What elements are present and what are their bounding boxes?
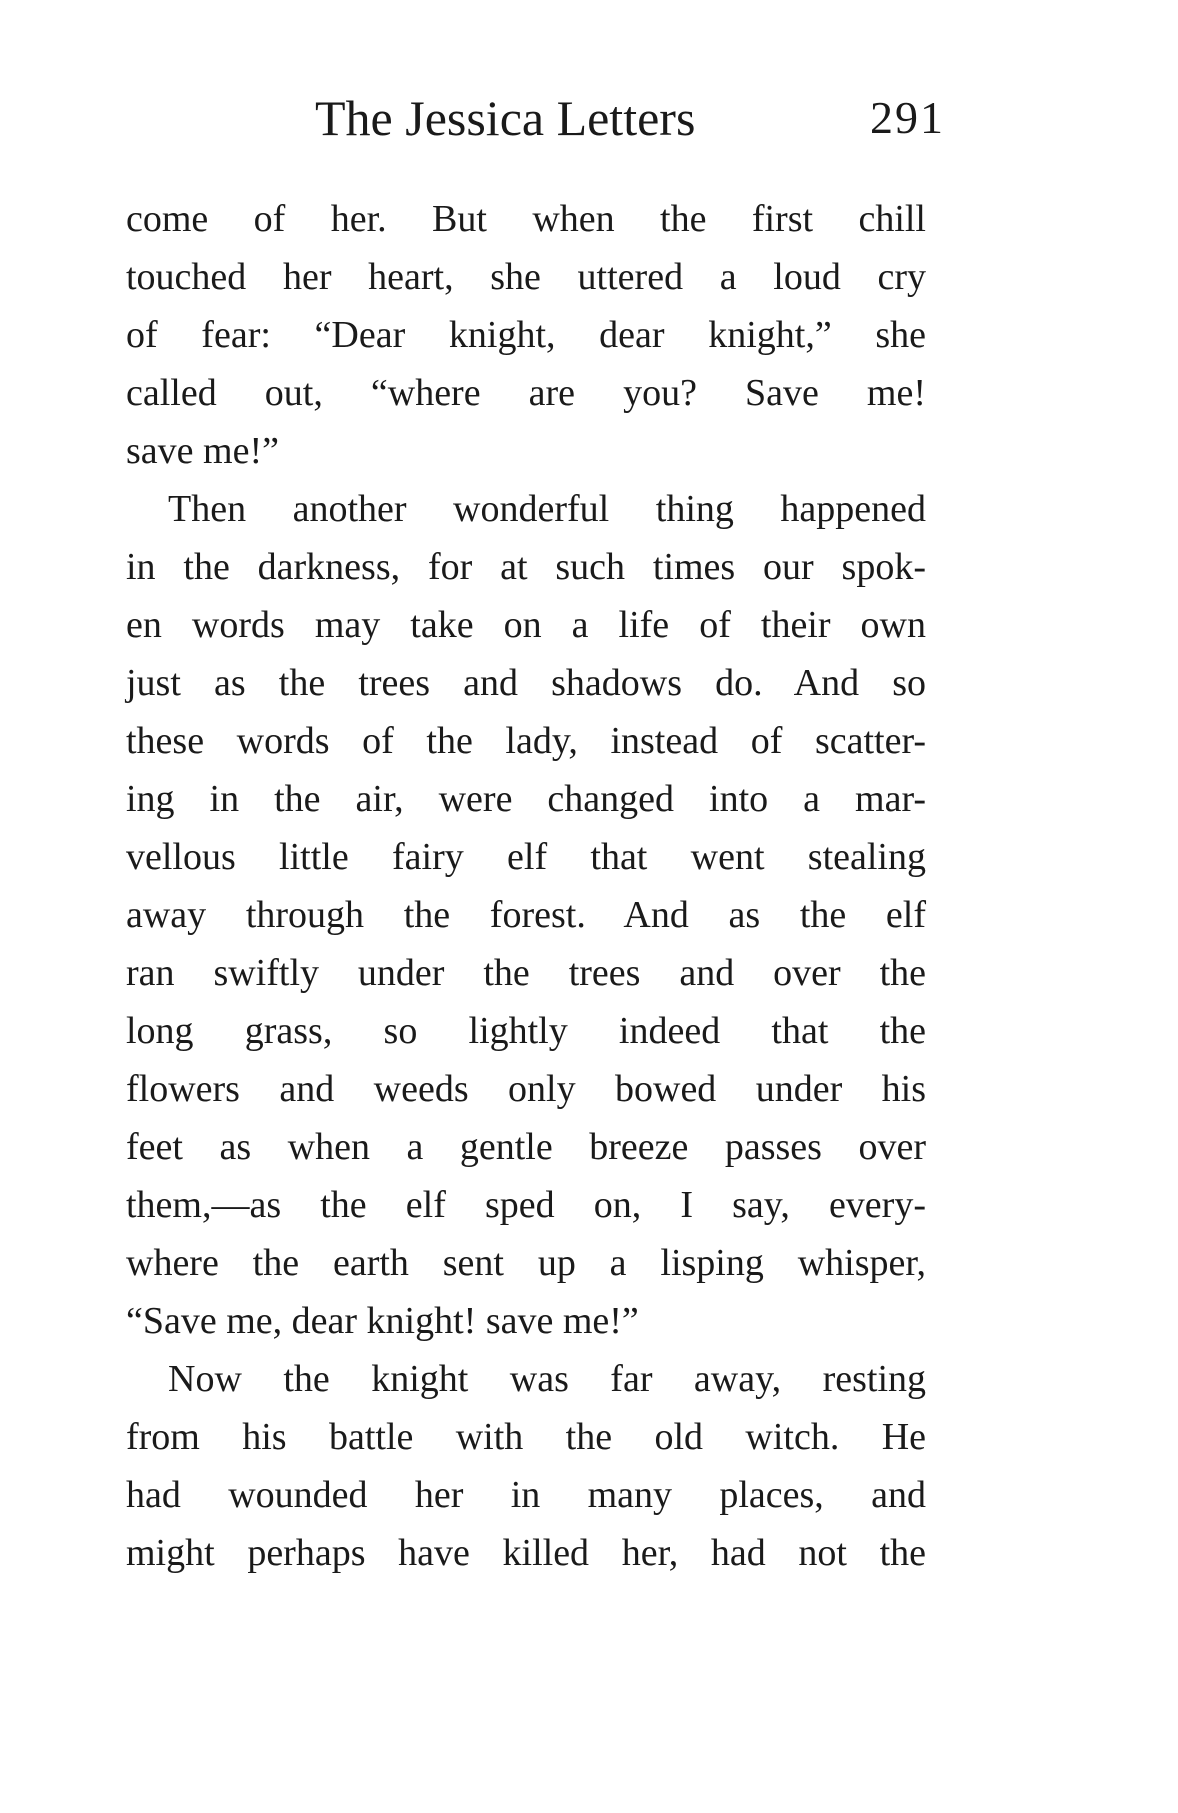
text-line: from his battle with the old witch. He [126, 1416, 926, 1458]
page-number: 291 [870, 92, 945, 143]
text-line: just as the trees and shadows do. And so [126, 662, 926, 704]
text-line: away through the forest. And as the elf [126, 894, 926, 936]
text-line: vellous little fairy elf that went stealing [126, 836, 926, 878]
text-line: “Save me, dear knight! save me!” [126, 1300, 639, 1342]
text-line: them,—as the elf sped on, I say, every- [126, 1184, 926, 1226]
text-line: called out, “where are you? Save me! [126, 372, 926, 414]
text-line: in the darkness, for at such times our spok- [126, 546, 926, 588]
text-line: ran swiftly under the trees and over the [126, 952, 926, 994]
text-line: feet as when a gentle breeze passes over [126, 1126, 926, 1168]
text-line: these words of the lady, instead of scatter- [126, 720, 926, 762]
text-line: Then another wonderful thing happened [168, 488, 926, 530]
text-line: Now the knight was far away, resting [168, 1358, 926, 1400]
text-line: ing in the air, were changed into a mar- [126, 778, 926, 820]
text-line: might perhaps have killed her, had not the [126, 1532, 926, 1574]
text-line: where the earth sent up a lisping whisper, [126, 1242, 926, 1284]
text-line: touched her heart, she uttered a loud cry [126, 256, 926, 298]
text-line: come of her. But when the first chill [126, 198, 926, 240]
text-line: save me!” [126, 430, 279, 472]
body-text [126, 190, 926, 1582]
running-title: The Jessica Letters [315, 90, 696, 146]
text-line: of fear: “Dear knight, dear knight,” she [126, 314, 926, 356]
text-line: flowers and weeds only bowed under his [126, 1068, 926, 1110]
running-head [315, 86, 945, 150]
text-line: en words may take on a life of their own [126, 604, 926, 646]
text-line: long grass, so lightly indeed that the [126, 1010, 926, 1052]
text-line: had wounded her in many places, and [126, 1474, 926, 1516]
